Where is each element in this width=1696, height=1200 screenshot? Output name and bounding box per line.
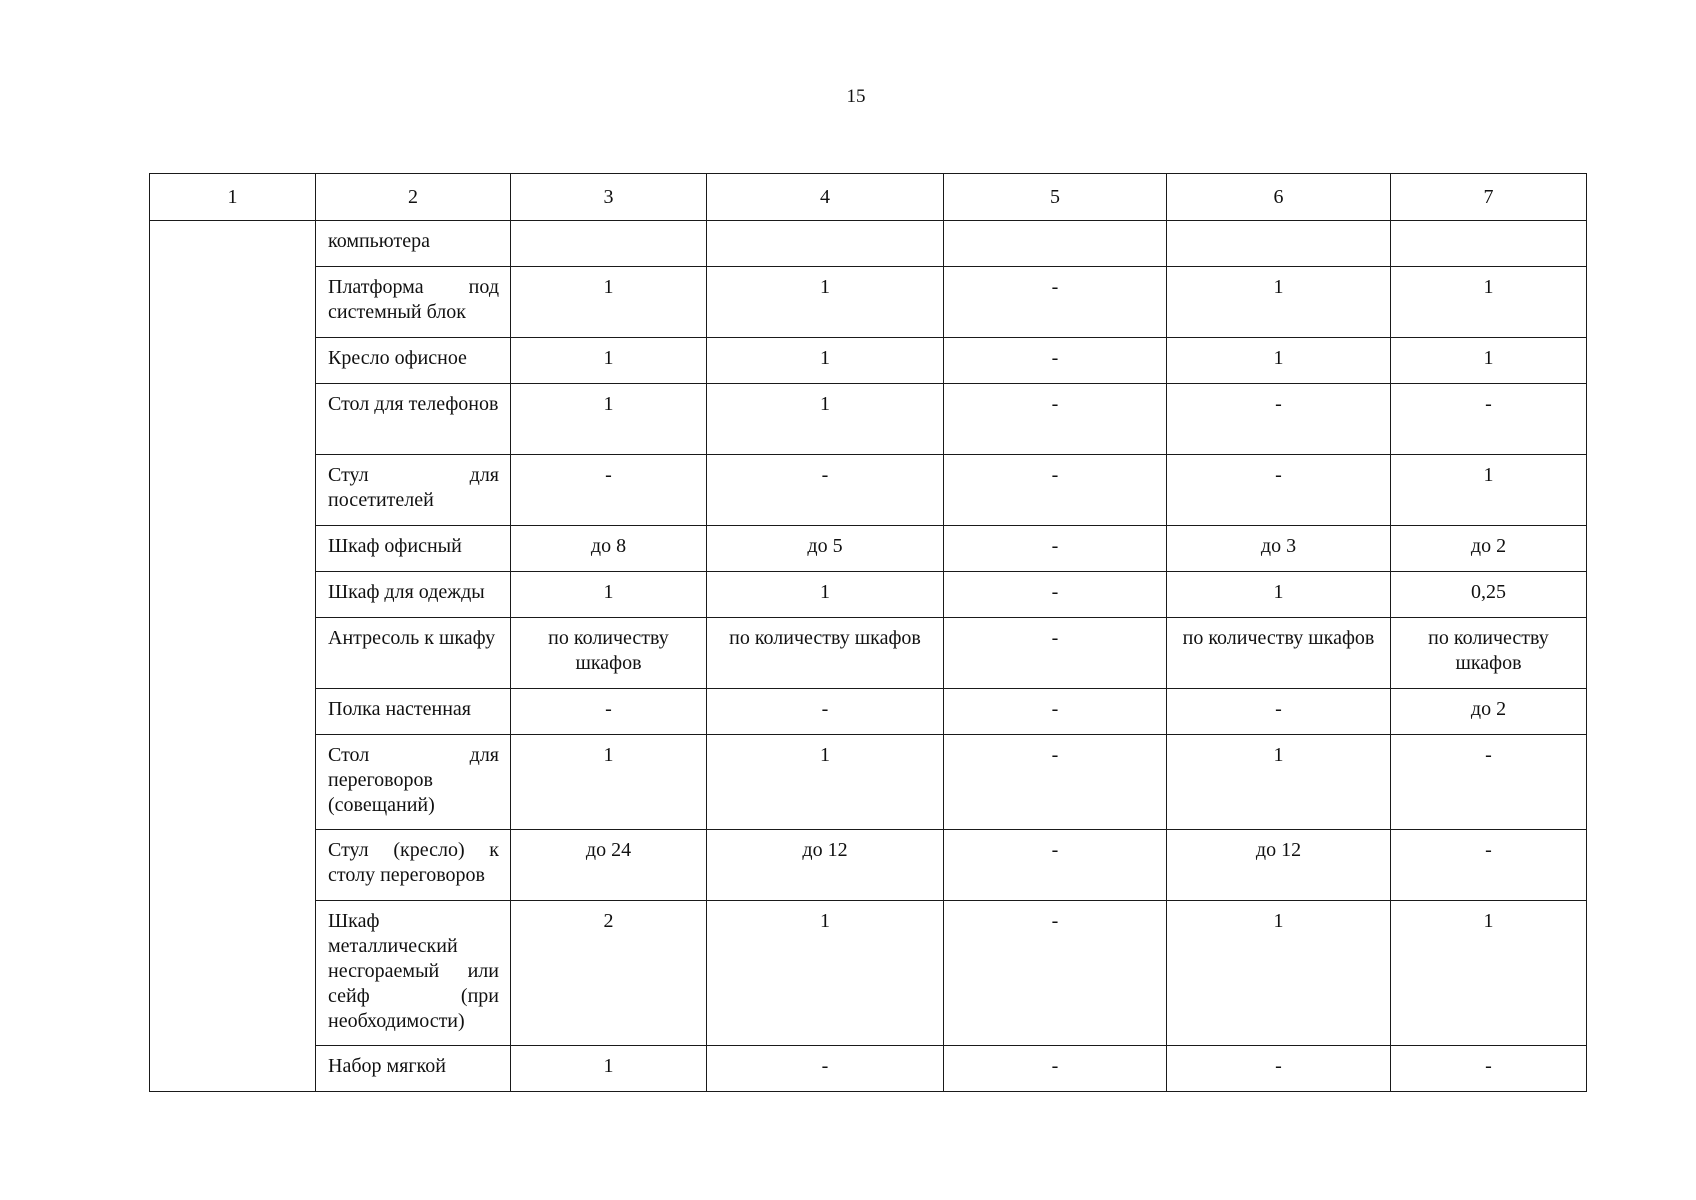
header-cell: 3 [511, 174, 707, 221]
value-cell: до 12 [707, 830, 944, 901]
value-cell: - [1391, 830, 1587, 901]
item-name-cell: Антресоль к шкафу [316, 618, 511, 689]
value-cell [707, 221, 944, 267]
item-name-cell: Стул для посетителей [316, 455, 511, 526]
item-name-cell: Стол для переговоров (совещаний) [316, 735, 511, 830]
value-cell: 1 [707, 735, 944, 830]
value-cell: 1 [707, 901, 944, 1046]
value-cell: 1 [1391, 901, 1587, 1046]
value-cell: 1 [1391, 455, 1587, 526]
value-cell: - [1167, 384, 1391, 455]
value-cell: - [944, 618, 1167, 689]
value-cell: до 5 [707, 526, 944, 572]
value-cell: по количеству шкафов [1391, 618, 1587, 689]
value-cell: 1 [1167, 735, 1391, 830]
value-cell: - [511, 455, 707, 526]
value-cell: 1 [511, 735, 707, 830]
table-row [150, 338, 1587, 384]
value-cell: - [944, 830, 1167, 901]
value-cell [1167, 221, 1391, 267]
table-row [150, 735, 1587, 830]
value-cell: по количеству шкафов [511, 618, 707, 689]
value-cell: - [944, 526, 1167, 572]
item-name-cell: Набор мягкой [316, 1046, 511, 1092]
table-row [150, 455, 1587, 526]
value-cell: 0,25 [1391, 572, 1587, 618]
value-cell: 1 [511, 338, 707, 384]
value-cell: 1 [707, 267, 944, 338]
value-cell: 1 [511, 1046, 707, 1092]
value-cell: - [944, 267, 1167, 338]
table-row [150, 221, 1587, 267]
header-cell: 7 [1391, 174, 1587, 221]
value-cell: 1 [511, 267, 707, 338]
value-cell: - [707, 455, 944, 526]
value-cell: 1 [1167, 901, 1391, 1046]
value-cell: - [1391, 1046, 1587, 1092]
value-cell: 1 [1167, 572, 1391, 618]
table-row [150, 901, 1587, 1046]
value-cell: 1 [707, 338, 944, 384]
value-cell: 1 [511, 384, 707, 455]
item-name-cell: Стол для телефонов [316, 384, 511, 455]
value-cell: 1 [511, 572, 707, 618]
value-cell: 1 [1391, 338, 1587, 384]
value-cell [944, 221, 1167, 267]
value-cell: 1 [707, 384, 944, 455]
table-row [150, 526, 1587, 572]
value-cell: - [511, 689, 707, 735]
value-cell: до 2 [1391, 526, 1587, 572]
table-row [150, 384, 1587, 455]
header-cell: 2 [316, 174, 511, 221]
value-cell [511, 221, 707, 267]
value-cell: 2 [511, 901, 707, 1046]
value-cell: - [707, 689, 944, 735]
value-cell: - [1167, 1046, 1391, 1092]
item-name-cell: Шкаф для одежды [316, 572, 511, 618]
value-cell: до 2 [1391, 689, 1587, 735]
value-cell: по количеству шкафов [707, 618, 944, 689]
value-cell: 1 [707, 572, 944, 618]
item-name-cell: Кресло офисное [316, 338, 511, 384]
table-row [150, 830, 1587, 901]
item-name-cell: Стул (кресло) к столу переговоров [316, 830, 511, 901]
item-name-cell: Шкаф металлический несгораемый или сейф (при необходимости) [316, 901, 511, 1046]
value-cell: по количеству шкафов [1167, 618, 1391, 689]
value-cell: 1 [1391, 267, 1587, 338]
value-cell: - [944, 689, 1167, 735]
value-cell: - [1391, 735, 1587, 830]
value-cell: - [944, 338, 1167, 384]
value-cell: - [944, 735, 1167, 830]
page-number: 15 [846, 86, 866, 107]
category-cell [150, 221, 316, 1092]
value-cell: - [1167, 689, 1391, 735]
value-cell: до 24 [511, 830, 707, 901]
furniture-norms-table [149, 173, 1587, 1092]
value-cell: - [1391, 384, 1587, 455]
value-cell: - [944, 572, 1167, 618]
value-cell: до 3 [1167, 526, 1391, 572]
table-row [150, 1046, 1587, 1092]
table-row [150, 572, 1587, 618]
value-cell: - [707, 1046, 944, 1092]
value-cell: - [1167, 455, 1391, 526]
header-cell: 4 [707, 174, 944, 221]
item-name-cell: Платформа под системный блок [316, 267, 511, 338]
table-row [150, 618, 1587, 689]
value-cell: - [944, 1046, 1167, 1092]
value-cell: - [944, 384, 1167, 455]
item-name-cell: компьютера [316, 221, 511, 267]
value-cell: - [944, 901, 1167, 1046]
value-cell: - [944, 455, 1167, 526]
header-cell: 6 [1167, 174, 1391, 221]
value-cell: до 12 [1167, 830, 1391, 901]
value-cell: 1 [1167, 267, 1391, 338]
value-cell: до 8 [511, 526, 707, 572]
header-cell: 1 [150, 174, 316, 221]
item-name-cell: Шкаф офисный [316, 526, 511, 572]
value-cell: 1 [1167, 338, 1391, 384]
item-name-cell: Полка настенная [316, 689, 511, 735]
value-cell [1391, 221, 1587, 267]
table-header-row [150, 174, 1587, 221]
header-cell: 5 [944, 174, 1167, 221]
table-row [150, 689, 1587, 735]
table-row [150, 267, 1587, 338]
